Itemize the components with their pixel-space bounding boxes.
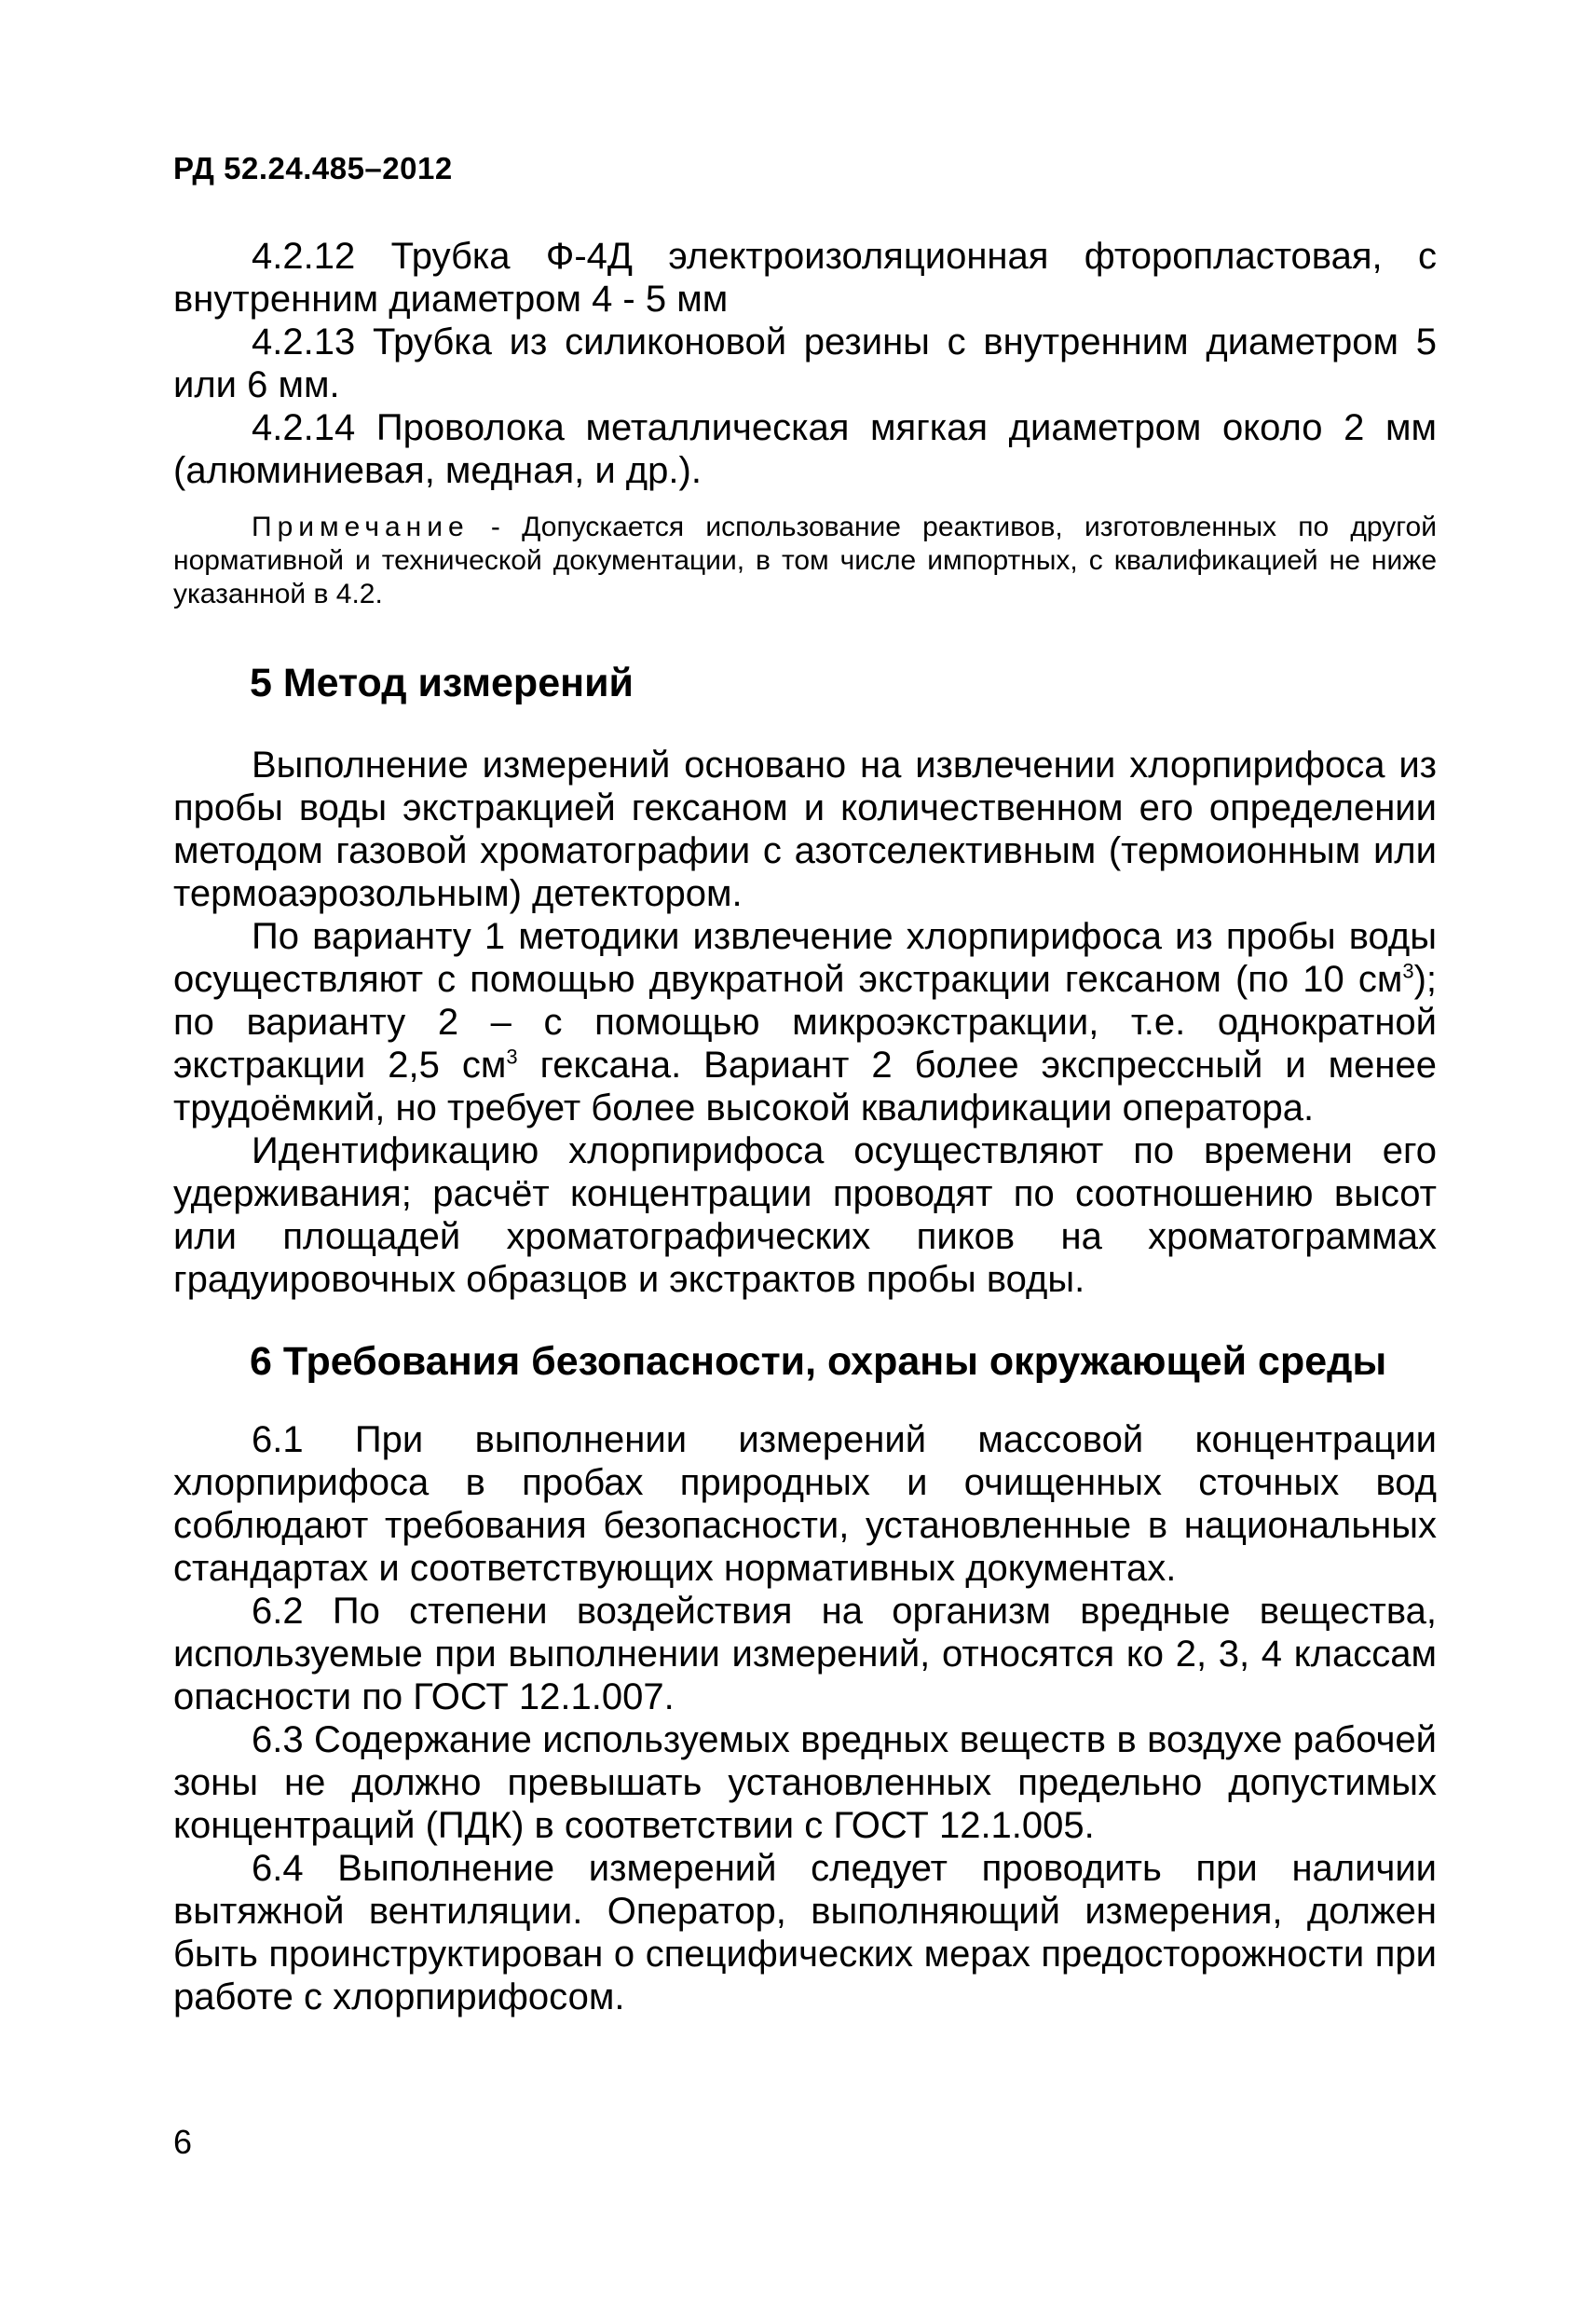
paragraph-5-1: Выполнение измерений основано на извлечении хлорпирифоса из пробы воды экстракцией гексаном и количественном его определении методом газовой хроматографии с азотселективным (термоионным или термоаэрозольным) детектором.: [173, 745, 1437, 914]
note-label: Примечание: [252, 512, 470, 542]
paragraph-5-2-text-c: гексана. Вариант 2 более экспрессный и менее трудоёмкий, но требует более высокой квалификации оператора.: [173, 1045, 1437, 1128]
section-6-heading: 6 Требования безопасности, охраны окружающей среды: [250, 1339, 1387, 1384]
paragraph-6-2: 6.2 По степени воздействия на организм вредные вещества, используемые при выполнении измерений, относятся ко 2, 3, 4 классам опасности по ГОСТ 12.1.007.: [173, 1591, 1437, 1717]
section-5-heading: 5 Метод измерений: [250, 661, 634, 705]
paragraph-4-2-13: 4.2.13 Трубка из силиконовой резины с внутренним диаметром 5 или 6 мм.: [173, 321, 1437, 405]
note: [173, 511, 1437, 611]
section-4-items: [173, 235, 1437, 492]
paragraph-6-1: 6.1 При выполнении измерений массовой концентрации хлорпирифоса в пробах природных и очищенных сточных вод соблюдают требования безопасности, установленные в национальных стандартах и соответствующих нормативных документах.: [173, 1419, 1437, 1589]
paragraph-6-4: 6.4 Выполнение измерений следует проводить при наличии вытяжной вентиляции. Оператор, выполняющий измерения, должен быть проинструктирован о специфических мерах предосторожности при работе с хлорпирифосом.: [173, 1848, 1437, 2017]
paragraph-4-2-14: 4.2.14 Проволока металлическая мягкая диаметром около 2 мм (алюминиевая, медная, и др.).: [173, 407, 1437, 491]
superscript-3: 3: [506, 1045, 518, 1069]
note-text: - Допускается использование реактивов, изготовленных по другой нормативной и технической документации, в том числе импортных, с квалификацией не ниже указанной в 4.2.: [173, 512, 1437, 609]
paragraph-5-2: [173, 915, 1437, 1129]
document-code: РД 52.24.485–2012: [173, 151, 453, 185]
paragraph-6-3: 6.3 Содержание используемых вредных веществ в воздухе рабочей зоны не должно превышать установленных предельно допустимых концентраций (ПДК) в соответствии с ГОСТ 12.1.005.: [173, 1719, 1437, 1846]
page-number: 6: [173, 2123, 193, 2161]
paragraph-4-2-12: 4.2.12 Трубка Ф-4Д электроизоляционная фторопластовая, с внутренним диаметром 4 - 5 мм: [173, 236, 1437, 320]
section-5-body: [173, 744, 1437, 1301]
superscript-3: 3: [1402, 959, 1414, 983]
paragraph-5-2-text-a: По варианту 1 методики извлечение хлорпирифоса из пробы воды осуществляют с помощью двукратной экстракции гексаном (по 10 см: [173, 916, 1437, 1000]
section-6-body: [173, 1418, 1437, 2018]
paragraph-5-2-text-b: ); по варианту 2 – с помощью микроэкстракции, т.е. однократной экстракции 2,5 см: [173, 959, 1437, 1086]
paragraph-5-3: Идентификацию хлорпирифоса осуществляют по времени его удерживания; расчёт концентрации проводят по соотношению высот или площадей хроматографических пиков на хроматограммах градуировочных образцов и экстрактов пробы воды.: [173, 1130, 1437, 1300]
